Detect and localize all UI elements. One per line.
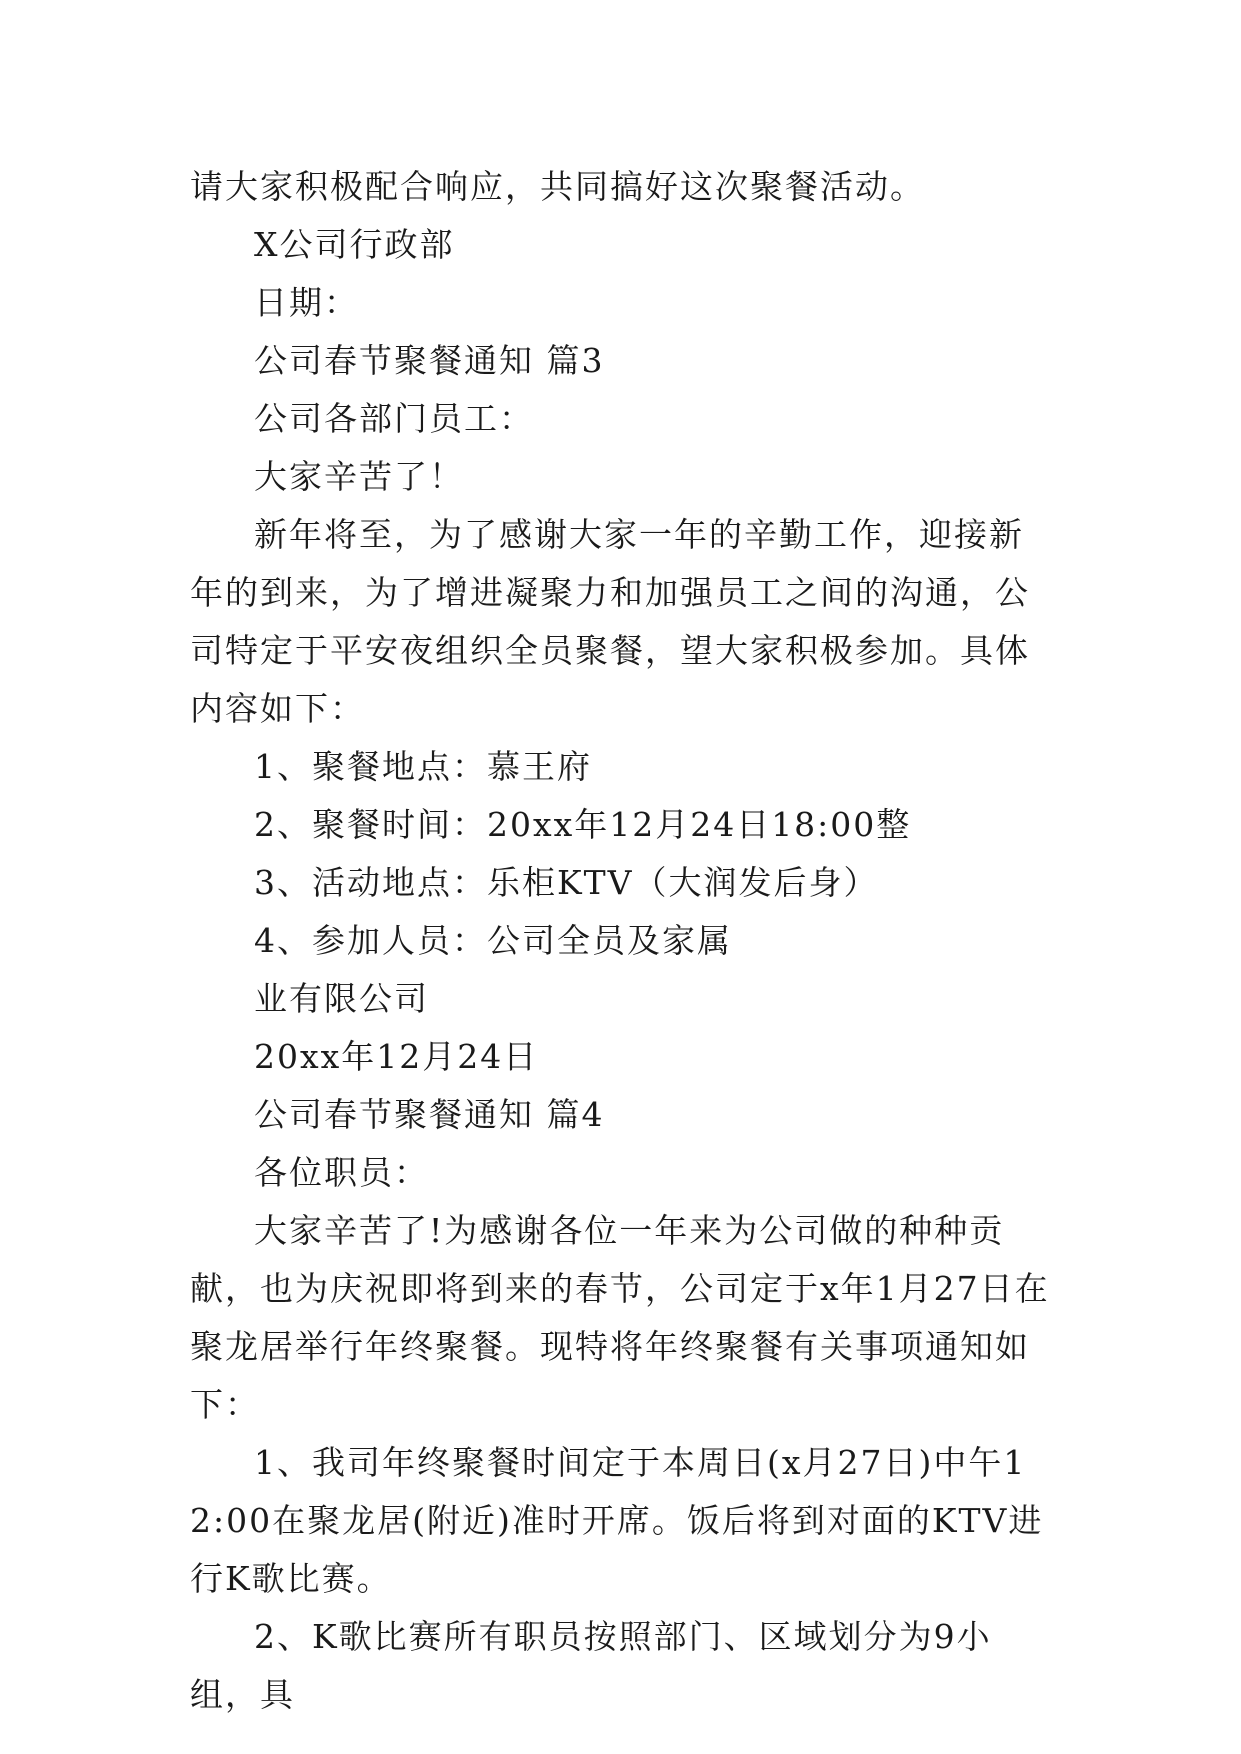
list-item-time: 2、聚餐时间：20xx年12月24日18:00整	[254, 805, 912, 844]
document-body	[190, 158, 1050, 1724]
list-item-karaoke-groups: 2、K歌比赛所有职员按照部门、区域划分为9小组，具	[190, 1617, 992, 1714]
list-item-dinner-time: 1、我司年终聚餐时间定于本周日(x月27日)中午12:00在聚龙居(附近)准时开席。饭后将到对面的KTV进行K歌比赛。	[190, 1443, 1044, 1598]
section-heading-3: 公司春节聚餐通知 篇3	[254, 341, 605, 380]
paragraph-issuer: X公司行政部	[254, 225, 455, 264]
paragraph-salutation: 公司各部门员工：	[254, 399, 534, 438]
list-item-attendees: 4、参加人员：公司全员及家属	[254, 921, 732, 960]
paragraph-date-label: 日期：	[254, 283, 359, 322]
paragraph-date: 20xx年12月24日	[254, 1037, 539, 1076]
list-item-activity: 3、活动地点：乐柜KTV（大润发后身）	[254, 863, 879, 902]
paragraph-salutation-2: 各位职员：	[254, 1153, 429, 1192]
paragraph-intro: 新年将至，为了感谢大家一年的辛勤工作，迎接新年的到来，为了增进凝聚力和加强员工之间的沟通，公司特定于平安夜组织全员聚餐，望大家积极参加。具体内容如下：	[190, 515, 1030, 728]
section-heading-4: 公司春节聚餐通知 篇4	[254, 1095, 605, 1134]
paragraph-company: 业有限公司	[254, 979, 429, 1018]
list-item-location: 1、聚餐地点：慕王府	[254, 747, 592, 786]
paragraph-closing-request: 请大家积极配合响应，共同搞好这次聚餐活动。	[190, 167, 925, 206]
paragraph-greeting: 大家辛苦了！	[254, 457, 464, 496]
paragraph-intro-2: 大家辛苦了!为感谢各位一年来为公司做的种种贡献，也为庆祝即将到来的春节，公司定于x年1月27日在聚龙居举行年终聚餐。现特将年终聚餐有关事项通知如下：	[190, 1211, 1050, 1424]
